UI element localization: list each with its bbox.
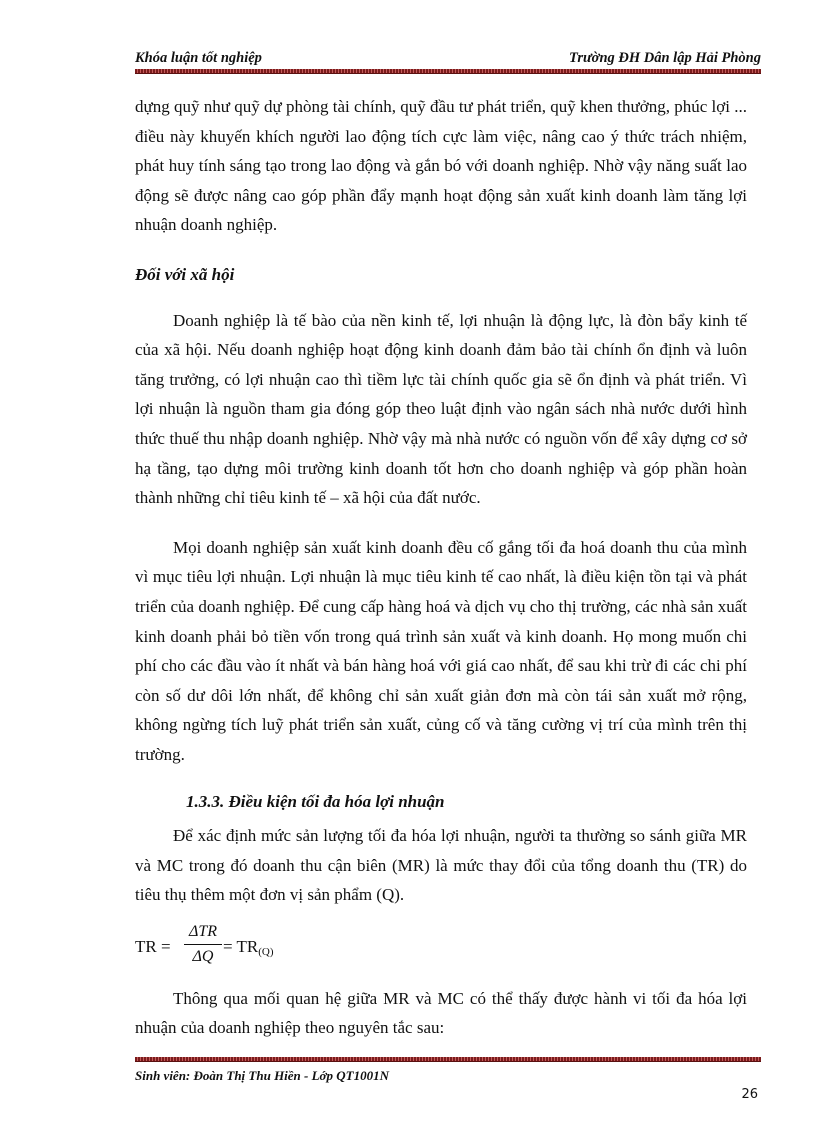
formula-rhs-subscript: (Q) bbox=[258, 945, 274, 958]
header-divider bbox=[135, 69, 761, 74]
formula-numerator-text: ΔTR bbox=[188, 922, 218, 940]
footer-student: Sinh viên: Đoàn Thị Thu Hiền - Lớp QT1001N bbox=[135, 1068, 390, 1083]
formula-numerator bbox=[184, 922, 222, 942]
paragraph-1: dựng quỹ như quỹ dự phòng tài chính, quỹ đầu tư phát triển, quỹ khen thưởng, phúc lợi ... điều này khuyến khích người lao động tích cực làm việc, nâng cao ý thức trách nhiệm, phát huy tính sáng tạo trong lao động và gắn bó với doanh nghiệp. Nhờ vậy năng suất lao động sẽ được nâng cao góp phần đẩy mạnh hoạt động sản xuất kinh doanh làm tăng lợi nhuận doanh nghiệp. bbox=[135, 97, 747, 235]
formula-denominator bbox=[184, 947, 222, 967]
page-number: 26 bbox=[741, 1087, 758, 1102]
section-title: 1.3.3. Điều kiện tối đa hóa lợi nhuận bbox=[186, 792, 445, 812]
page-body bbox=[135, 92, 747, 1043]
formula-rhs bbox=[223, 932, 274, 968]
formula-lhs: TR = bbox=[135, 936, 171, 956]
subheading-society: Đối với xã hội bbox=[135, 264, 235, 284]
page-header bbox=[135, 46, 761, 68]
paragraph-5: Thông qua mối quan hệ giữa MR và MC có thể thấy được hành vi tối đa hóa lợi nhuận của doanh nghiệp theo nguyên tắc sau: bbox=[135, 988, 747, 1038]
paragraph-3: Mọi doanh nghiệp sản xuất kinh doanh đều cố gắng tối đa hoá doanh thu của mình vì mục tiêu lợi nhuận. Lợi nhuận là mục tiêu kinh tế cao nhất, là điều kiện tồn tại và phát triển của doanh nghiệp. Để cung cấp hàng hoá và dịch vụ cho thị trường, các nhà sản xuất kinh doanh phải bỏ tiền vốn trong quá trình sản xuất và kinh doanh. Họ mong muốn chi phí cho các đầu vào ít nhất và bán hàng hoá với giá cao nhất, để sau khi trừ đi các chi phí còn số dư dôi lớn nhất, để không chỉ sản xuất giản đơn mà còn tái sản xuất mở rộng, không ngừng tích luỹ phát triển sản xuất, củng cố và tăng cường vị trí của mình trên thị trường. bbox=[135, 537, 747, 764]
header-thesis-label bbox=[135, 50, 262, 67]
header-thesis-label-part2: n tốt nghiệp bbox=[190, 50, 262, 66]
formula-tr bbox=[135, 922, 747, 972]
footer-divider bbox=[135, 1057, 761, 1062]
formula-fraction bbox=[184, 922, 222, 967]
formula-denominator-text: ΔQ bbox=[192, 947, 214, 965]
paragraph-2: Doanh nghiệp là tế bào của nền kinh tế, lợi nhuận là động lực, là đòn bẩy kinh tế của xã hội. Nếu doanh nghiệp hoạt động kinh doanh đảm bảo tài chính ổn định và luôn tăng trưởng, có lợi nhuận cao thì tiềm lực tài chính quốc gia sẽ ổn định và phát triển. Vì lợi nhuận là nguồn tham gia đóng góp theo luật định vào ngân sách nhà nước dưới hình thức thuế thu nhập doanh nghiệp. Nhờ vậy mà nhà nước có nguồn vốn để xây dựng cơ sở hạ tầng, tạo dựng môi trường kinh doanh tốt hơn cho doanh nghiệp và góp phần hoàn thành những chỉ tiêu kinh tế – xã hội của đất nước. bbox=[135, 310, 747, 508]
paragraph-4: Để xác định mức sản lượng tối đa hóa lợi nhuận, người ta thường so sánh giữa MR và MC trong đó doanh thu cận biên (MR) là mức thay đổi của tổng doanh thu (TR) do tiêu thụ thêm một đơn vị sản phẩm (Q). bbox=[135, 826, 747, 905]
header-thesis-label-part1: Khóa luậ bbox=[135, 50, 191, 66]
formula-rhs-main: = TR bbox=[223, 936, 259, 956]
formula-fraction-bar bbox=[184, 944, 222, 945]
header-university: Trường ĐH Dân lập Hải Phòng bbox=[569, 50, 761, 66]
